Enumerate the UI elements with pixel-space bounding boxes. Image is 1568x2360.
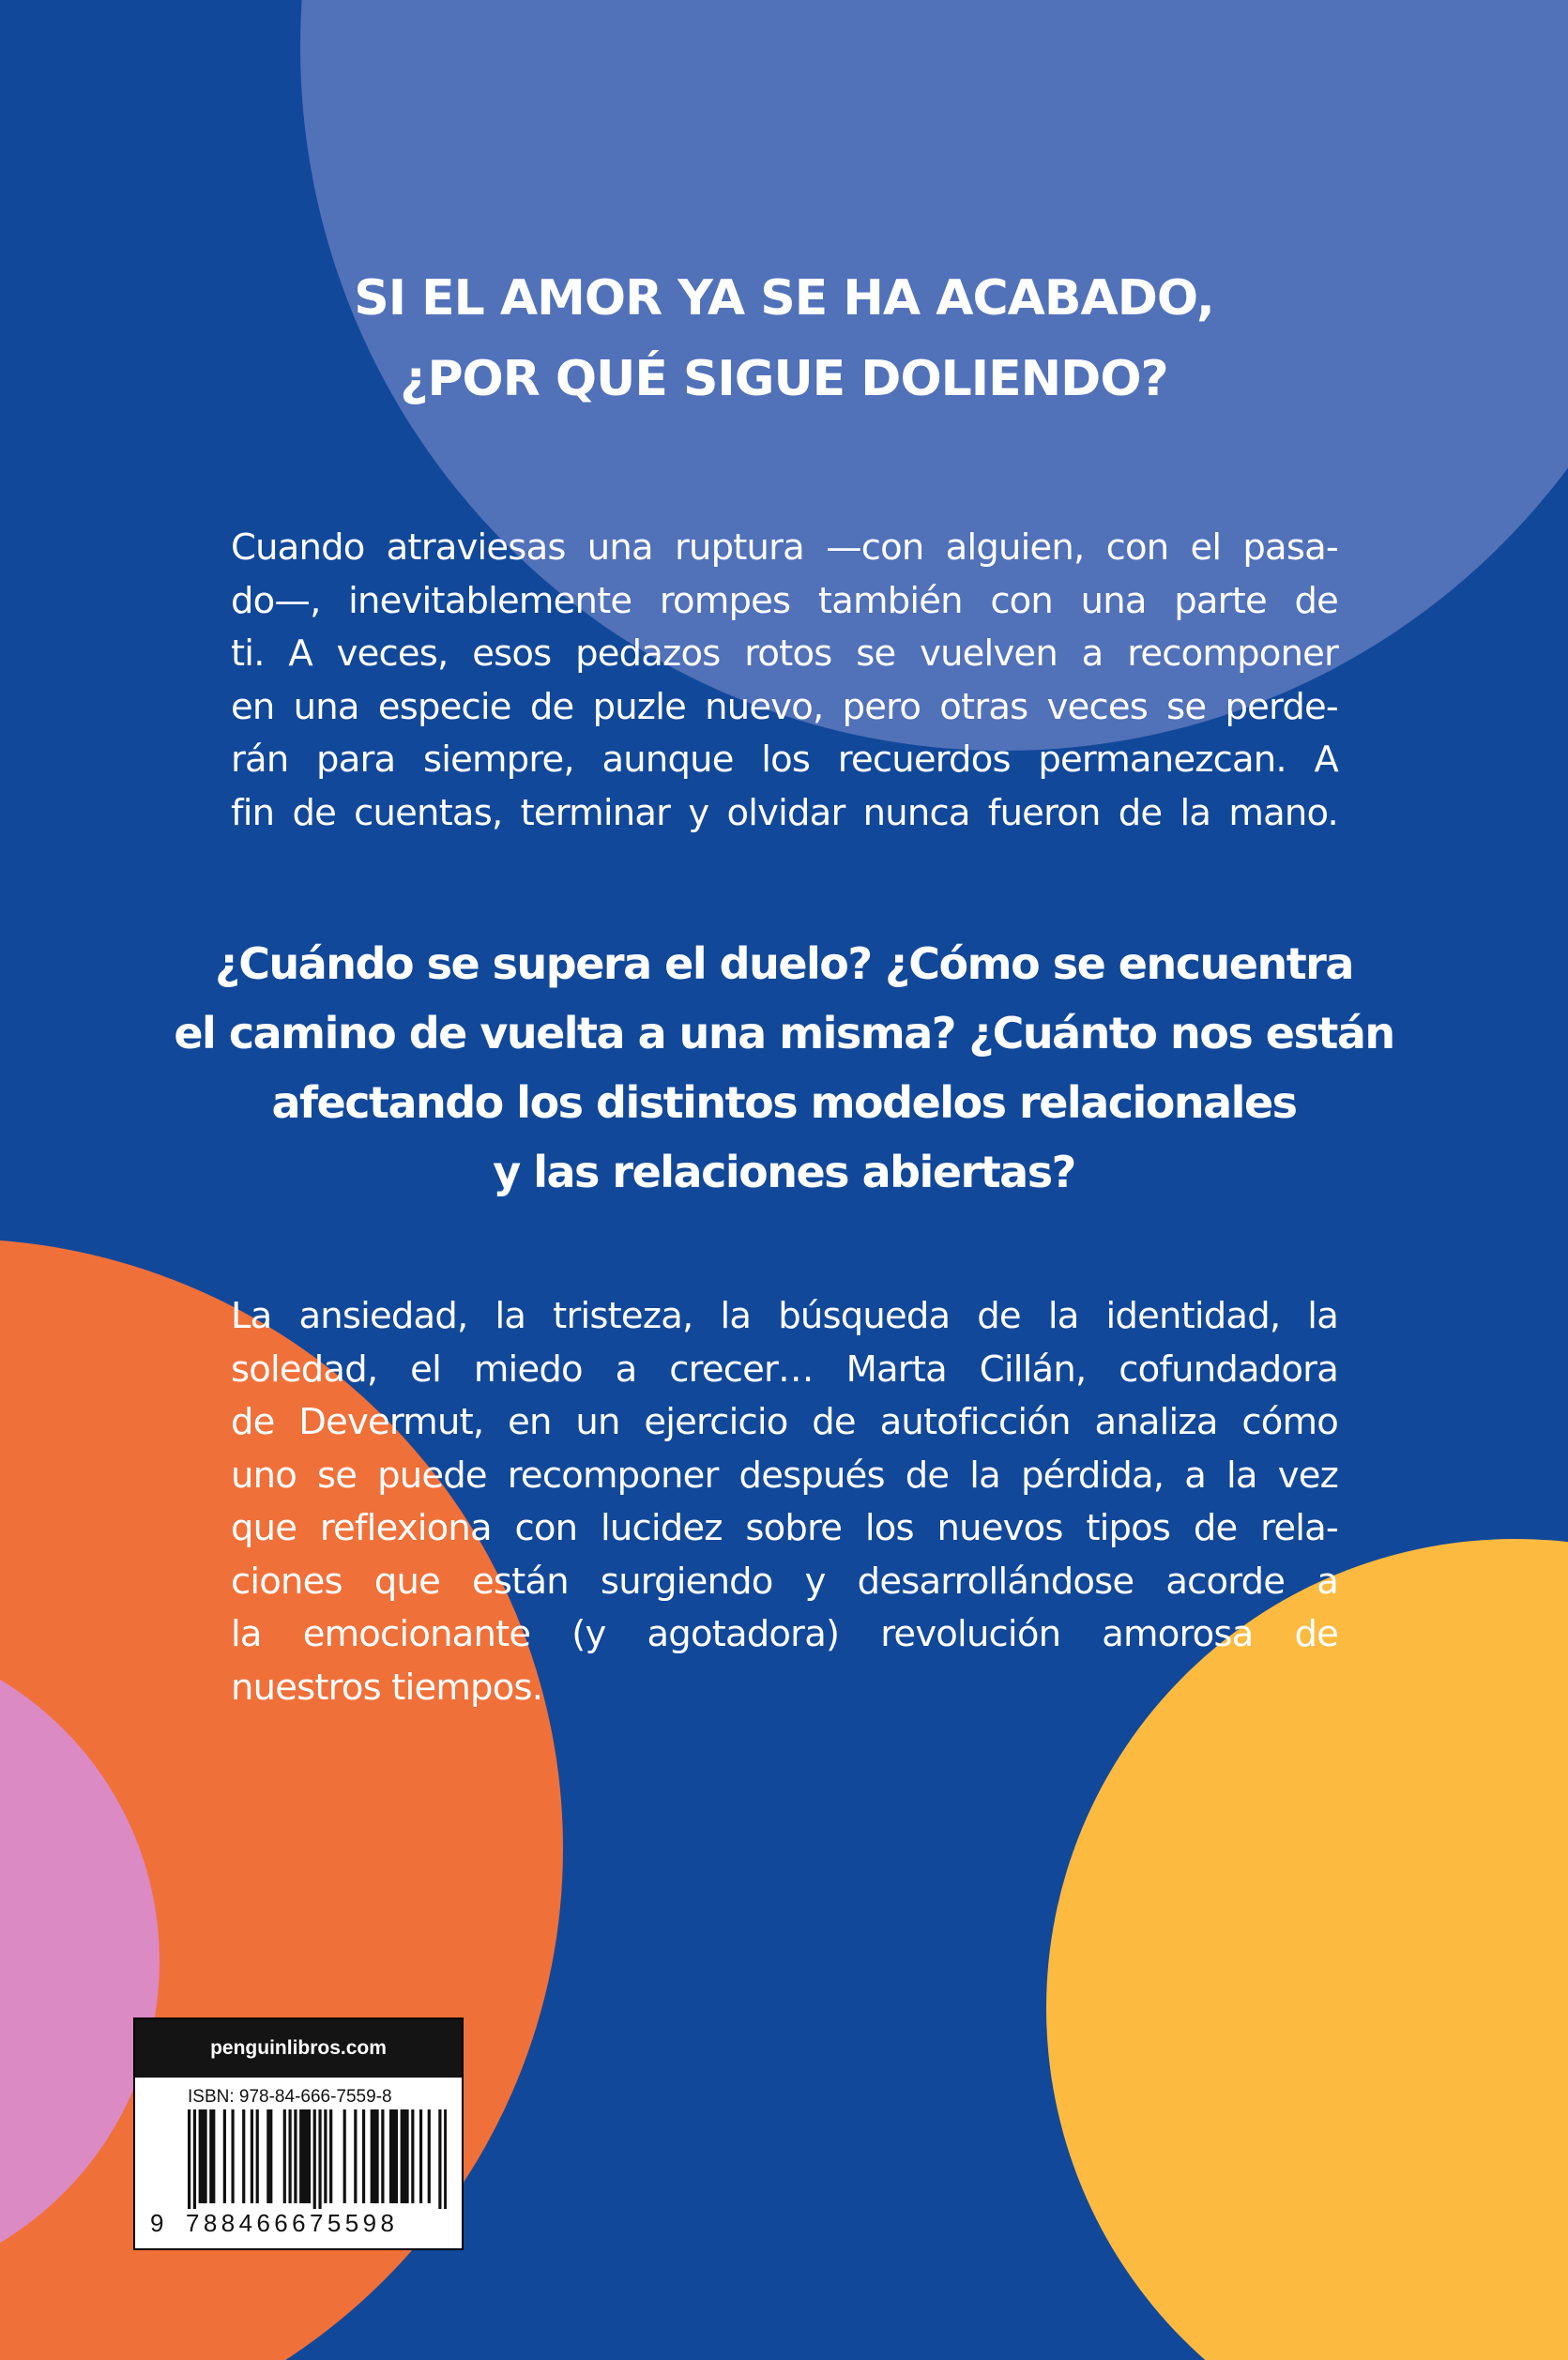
barcode-bar [362, 2109, 365, 2203]
barcode-bar [329, 2109, 332, 2203]
barcode-bar [354, 2109, 357, 2203]
paragraph-line: nuestros tiempos. [231, 1666, 543, 1709]
barcode-bar [199, 2109, 202, 2203]
paragraph-line: ciones que están surgiendo y desarrollándose acorde a [231, 1560, 1338, 1603]
barcode-bar [212, 2109, 215, 2203]
questions-heading-line: afectando los distintos modelos relacionales [271, 1077, 1297, 1128]
barcode-bar [305, 2109, 308, 2203]
barcode-bar [318, 2109, 321, 2209]
barcode-bar [375, 2109, 378, 2203]
paragraph-line: la emocionante (y agotadora) revolución amorosa de [231, 1613, 1338, 1655]
synopsis-paragraph-2 [231, 1290, 1338, 1714]
barcode-bar [209, 2109, 212, 2203]
paragraph-line: ti. A veces, esos pedazos rotos se vuelven a recomponer [231, 632, 1338, 675]
publisher-website: penguinlibros.com [135, 2019, 462, 2078]
barcode-bar [371, 2109, 373, 2203]
barcode-bar [308, 2109, 311, 2203]
barcode-box [133, 2017, 464, 2250]
barcode-bar [403, 2109, 406, 2203]
paragraph-line: soledad, el miedo a crecer… Marta Cillán, cofundadora [231, 1347, 1338, 1391]
barcode-bar [223, 2109, 226, 2203]
barcode-bar [202, 2109, 205, 2203]
isbn-label: ISBN: 978-84-666-7559-8 [188, 2087, 392, 2107]
barcode-bar [343, 2109, 346, 2203]
paragraph-line: fin de cuentas, terminar y olvidar nunca fueron de la mano. [231, 791, 1338, 834]
barcode-bar [204, 2109, 206, 2203]
paragraph-line: de Devermut, en un ejercicio de autoficción analiza cómo [231, 1401, 1338, 1443]
barcode-bar [294, 2109, 297, 2203]
barcode-bar [302, 2109, 305, 2203]
barcode-bar [193, 2109, 196, 2209]
synopsis-paragraph-1 [231, 522, 1338, 840]
barcode-bar [188, 2109, 190, 2209]
barcode-bar [419, 2109, 422, 2203]
barcode-bar [395, 2109, 398, 2203]
barcode-bar [411, 2109, 414, 2203]
barcode-bar [266, 2109, 269, 2203]
barcode-bar [242, 2109, 245, 2203]
paragraph-line: do—, inevitablemente rompes también con una parte de [231, 579, 1338, 622]
barcode-bar [256, 2109, 259, 2203]
barcode-bar [251, 2109, 253, 2203]
barcode-bar [313, 2109, 316, 2209]
top-heading-line: SI EL AMOR YA SE HA ACABADO, [354, 270, 1214, 327]
barcode-bar [444, 2109, 447, 2209]
barcode-bar [401, 2109, 403, 2203]
barcode-bar [438, 2109, 441, 2209]
barcode-bar [428, 2109, 431, 2203]
barcode-bar [392, 2109, 395, 2203]
barcode-bar [288, 2109, 291, 2203]
barcode-bar [269, 2109, 272, 2203]
paragraph-line: que reflexiona con lucidez sobre los nuevos tipos de rela- [231, 1507, 1338, 1549]
barcode-lead-digit: 9 [150, 2209, 164, 2237]
barcode-digits: 788466675598 [186, 2209, 399, 2237]
barcode-bar [405, 2109, 408, 2203]
barcode-bar [283, 2109, 286, 2203]
barcode-icon [188, 2109, 447, 2209]
barcode-bar [373, 2109, 376, 2203]
barcode-bar [324, 2109, 327, 2203]
barcode-bar [231, 2109, 234, 2203]
barcode-bar [381, 2109, 384, 2203]
top-heading [0, 258, 1568, 419]
top-heading-line: ¿POR QUÉ SIGUE DOLIENDO? [400, 351, 1168, 407]
paragraph-line: Cuando atraviesas una ruptura —con alguien, con el pasa- [231, 526, 1338, 569]
questions-heading-line: el camino de vuelta a una misma? ¿Cuánto nos están [174, 1008, 1394, 1058]
barcode-bar [299, 2109, 302, 2203]
questions-heading-line: ¿Cuándo se supera el duelo? ¿Cómo se encuentra [215, 938, 1353, 989]
paragraph-line: en una especie de puzle nuevo, pero otras veces se perde- [231, 685, 1338, 728]
questions-heading [0, 929, 1568, 1207]
paragraph-line: La ansiedad, la tristeza, la búsqueda de la identidad, la [231, 1295, 1338, 1337]
questions-heading-line: y las relaciones abiertas? [493, 1147, 1075, 1197]
barcode-bar [389, 2109, 392, 2203]
paragraph-line: uno se puede recomponer después de la pérdida, a la vez [231, 1454, 1338, 1497]
paragraph-line: rán para siempre, aunque los recuerdos permanezcan. A [231, 738, 1338, 781]
